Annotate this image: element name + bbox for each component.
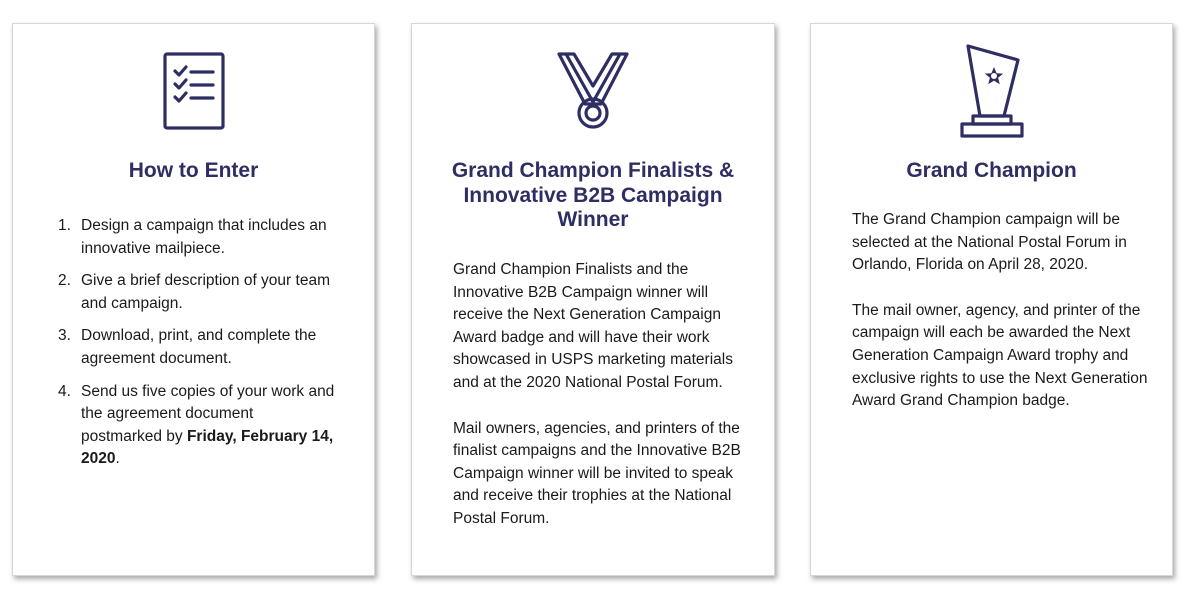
step-number: 3. <box>58 327 71 345</box>
step-text-tail: . <box>115 450 120 468</box>
entry-steps-list <box>58 215 338 481</box>
step-text: Send us five copies of your work and the agreement document postmarked by <box>81 382 335 445</box>
paragraph: Grand Champion Finalists and the Innovative B2B Campaign winner will receive the Next Generation Campaign Award badge and will have their work showcased in USPS marketing materials and at the 2020 National Postal Forum. <box>453 261 733 391</box>
grand-champion-card <box>810 23 1173 576</box>
list-item <box>58 215 338 260</box>
step-text: Download, print, and complete the agreement document. <box>81 327 317 367</box>
step-text: Give a brief description of your team and campaign. <box>81 272 330 312</box>
step-number: 4. <box>58 382 71 400</box>
card-body <box>852 209 1152 436</box>
paragraph: Mail owners, agencies, and printers of the finalist campaigns and the Innovative B2B Campaign winner will be invited to speak and receive their trophies at the National Postal Forum. <box>453 419 741 527</box>
list-item <box>58 381 338 471</box>
list-item <box>58 325 338 370</box>
paragraph: The mail owner, agency, and printer of the campaign will each be awarded the Next Generation Campaign Award trophy and exclusive rights to use the Next Generation Award Grand Champion badge. <box>852 301 1148 410</box>
paragraph: The Grand Champion campaign will be selected at the National Postal Forum in Orlando, Florida on April 28, 2020. <box>852 211 1127 274</box>
step-number: 1. <box>58 217 71 234</box>
card-title: Grand Champion <box>906 159 1077 182</box>
finalists-card <box>411 23 775 576</box>
medal-icon <box>557 52 629 130</box>
step-number: 2. <box>58 272 71 290</box>
trophy-icon <box>958 44 1026 138</box>
card-title: Grand Champion Finalists & Innovative B2B Campaign Winner <box>451 159 735 231</box>
checklist-icon <box>163 52 225 130</box>
card-title: How to Enter <box>128 159 259 182</box>
step-text: Design a campaign that includes an innovative mailpiece. <box>81 217 327 257</box>
list-item <box>58 270 338 315</box>
deadline-date: Friday, February 14, 2020 <box>81 427 334 468</box>
card-body <box>453 259 753 554</box>
how-to-enter-card <box>12 23 375 576</box>
